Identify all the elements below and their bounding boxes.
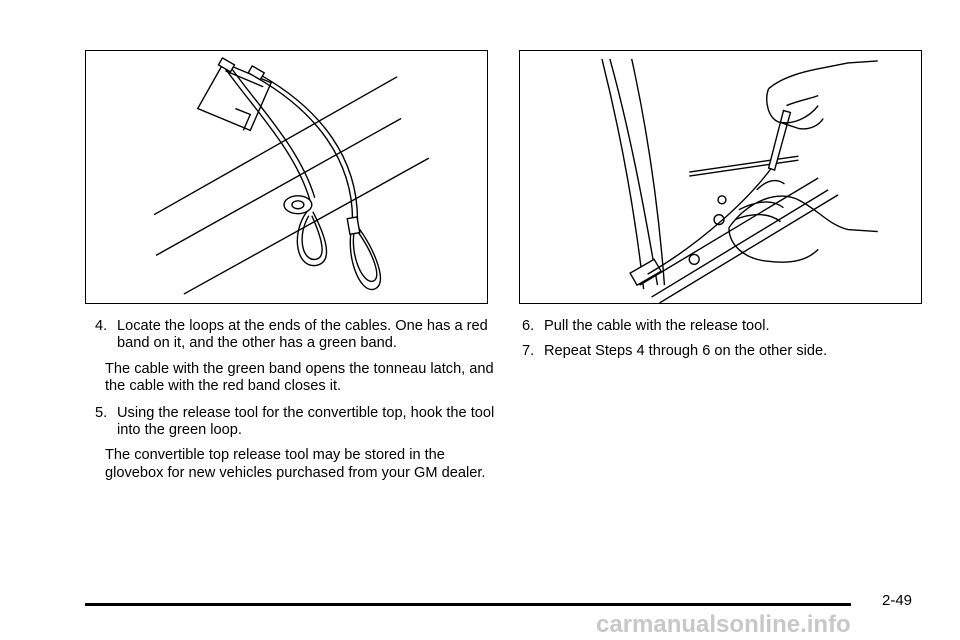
left-text-column [95, 318, 495, 491]
note-tool-storage: The convertible top release tool may be stored in the glovebox for new vehicles purchased from your GM dealer. [105, 447, 486, 481]
step-number: 5. [95, 404, 108, 421]
page-number: 2-49 [882, 592, 913, 609]
watermark: carmanualsonline.info [596, 611, 851, 638]
step-number: 6. [522, 318, 535, 334]
footer-rule [85, 603, 851, 606]
cable-loops-illustration [85, 50, 488, 304]
step-number: 4. [95, 318, 108, 334]
step-text: Repeat Steps 4 through 6 on the other side. [544, 343, 828, 360]
cable-loops-drawing [86, 51, 487, 303]
step-number: 7. [522, 343, 535, 360]
step-7 [522, 343, 922, 360]
step-6 [522, 318, 922, 335]
note-cable-bands: The cable with the green band opens the tonneau latch, and the cable with the red band closes it. [105, 360, 494, 395]
step-text: Locate the loops at the ends of the cables. One has a red band on it, and the other has a green band. [117, 318, 488, 352]
step-5 [95, 405, 495, 440]
step-text: Pull the cable with the release tool. [544, 318, 770, 334]
step-4 [95, 318, 495, 353]
right-text-column [522, 318, 922, 369]
release-tool-drawing [520, 51, 921, 303]
step-text: Using the release tool for the convertible top, hook the tool into the green loop. [117, 404, 495, 439]
release-tool-illustration [519, 50, 922, 304]
